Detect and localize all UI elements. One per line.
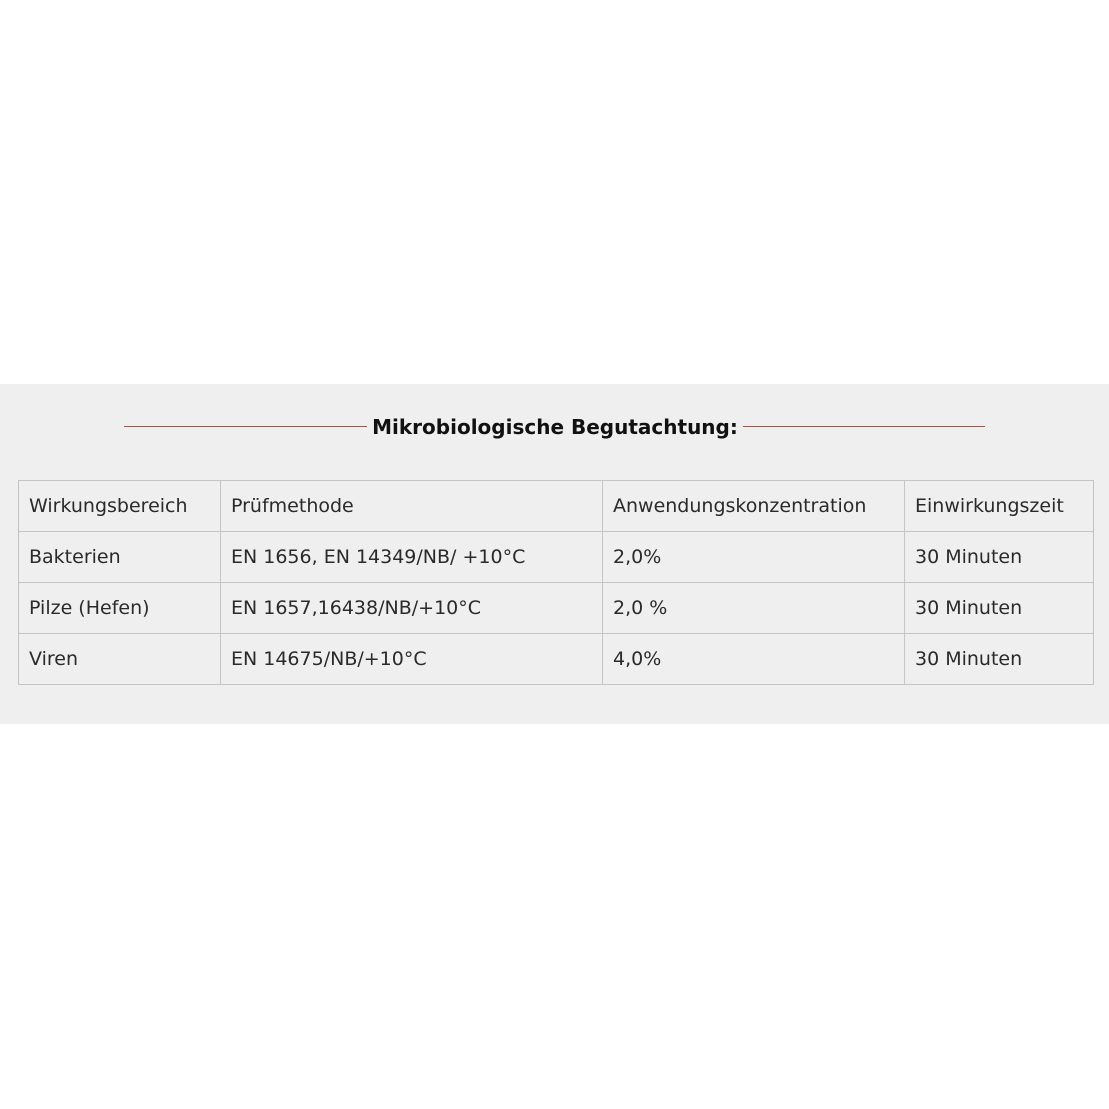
cell-pruefmethode: EN 1657,16438/NB/+10°C <box>221 583 603 634</box>
header-wirkungsbereich: Wirkungsbereich <box>19 481 221 532</box>
table-row <box>19 583 1094 634</box>
cell-konzentration: 2,0% <box>603 532 905 583</box>
cell-einwirkungszeit: 30 Minuten <box>905 634 1094 685</box>
header-anwendungskonzentration: Anwendungskonzentration <box>603 481 905 532</box>
cell-konzentration: 4,0% <box>603 634 905 685</box>
header-pruefmethode: Prüfmethode <box>221 481 603 532</box>
cell-wirkungsbereich: Viren <box>19 634 221 685</box>
cell-pruefmethode: EN 14675/NB/+10°C <box>221 634 603 685</box>
microbiology-section <box>0 384 1109 724</box>
table-row <box>19 532 1094 583</box>
header-einwirkungszeit: Einwirkungszeit <box>905 481 1094 532</box>
table-header-row <box>19 481 1094 532</box>
cell-wirkungsbereich: Pilze (Hefen) <box>19 583 221 634</box>
section-title: Mikrobiologische Begutachtung: <box>372 415 738 439</box>
section-heading <box>124 410 985 444</box>
heading-divider-right <box>743 426 985 427</box>
test-results-table <box>18 480 1094 685</box>
heading-divider-left <box>124 426 367 427</box>
cell-einwirkungszeit: 30 Minuten <box>905 583 1094 634</box>
table-row <box>19 634 1094 685</box>
cell-einwirkungszeit: 30 Minuten <box>905 532 1094 583</box>
cell-pruefmethode: EN 1656, EN 14349/NB/ +10°C <box>221 532 603 583</box>
cell-wirkungsbereich: Bakterien <box>19 532 221 583</box>
cell-konzentration: 2,0 % <box>603 583 905 634</box>
